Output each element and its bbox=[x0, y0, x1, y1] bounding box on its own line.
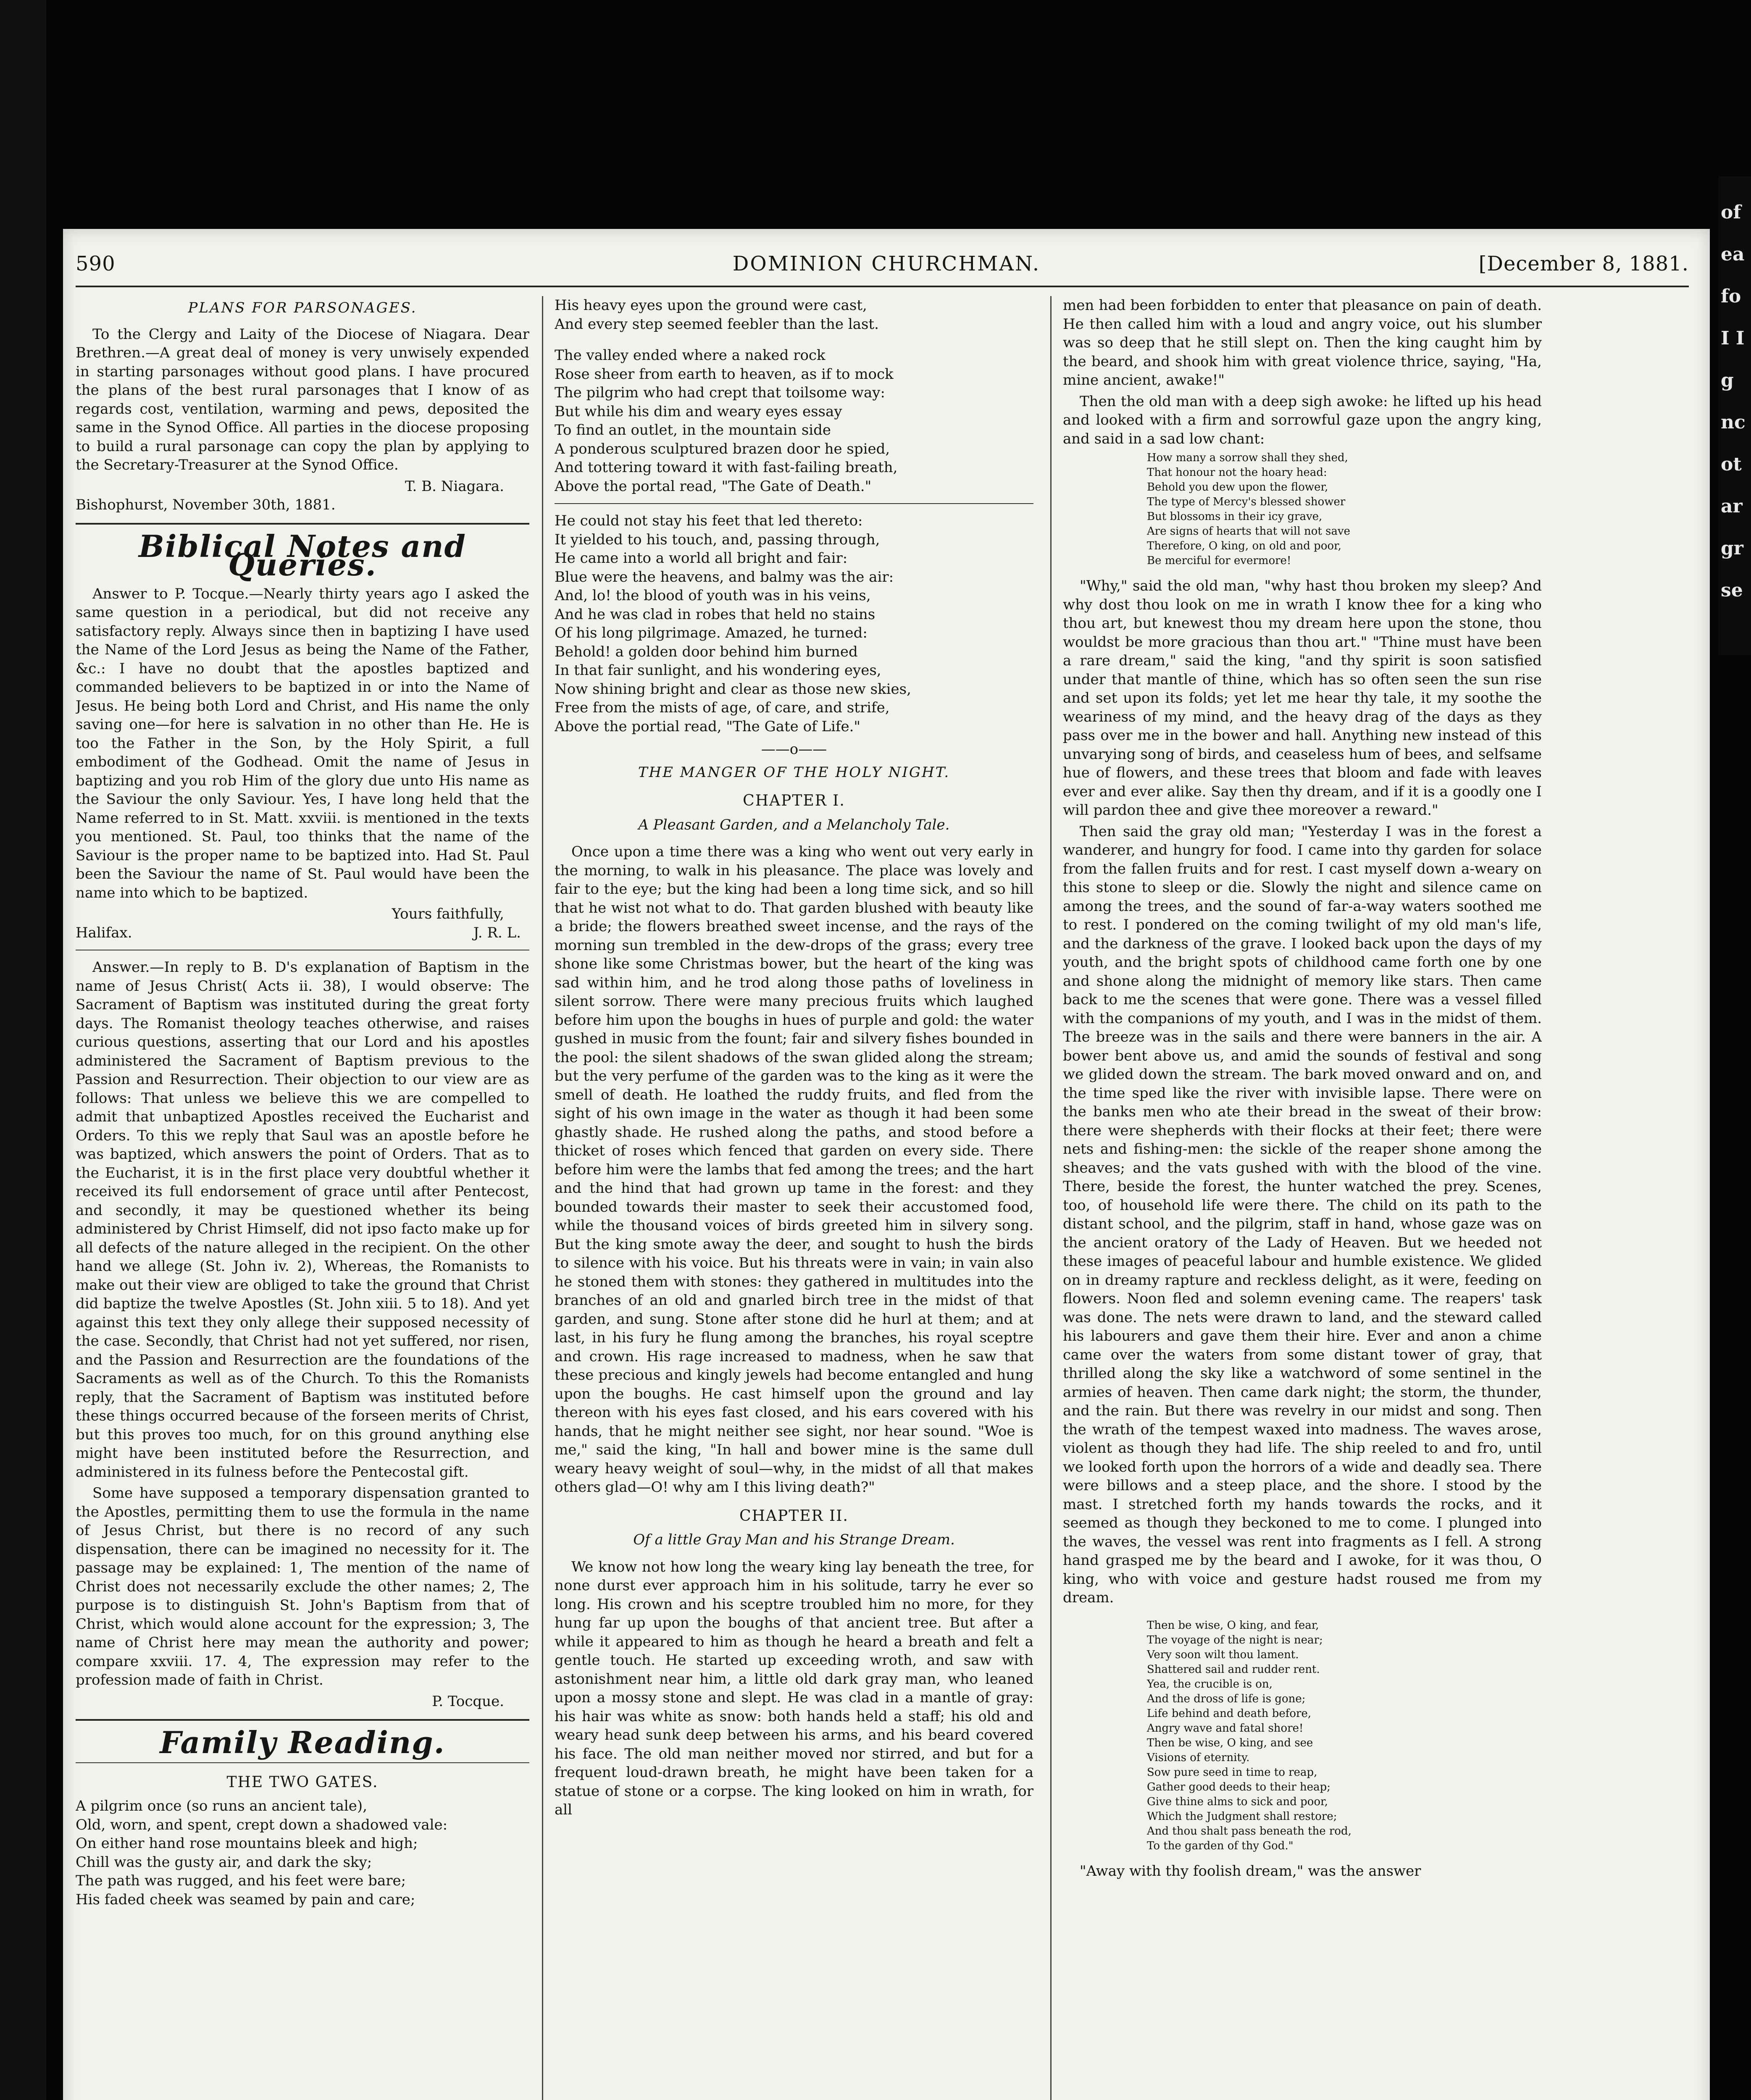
verse-line: The type of Mercy's blessed shower bbox=[1147, 496, 1346, 508]
chapter-1-subtitle: A Pleasant Garden, and a Melancholy Tale. bbox=[638, 816, 950, 833]
poem-line: And, lo! the blood of youth was in his veins, bbox=[555, 587, 871, 604]
poem-line: He could not stay his feet that led thereto: bbox=[555, 512, 863, 529]
verse-line: Gather good deeds to their heap; bbox=[1147, 1780, 1331, 1793]
margin-fragment-text: ar bbox=[1721, 496, 1743, 517]
margin-fragment-text: se bbox=[1721, 580, 1743, 601]
poem-line: Rose sheer from earth to heaven, as if to mock bbox=[555, 365, 894, 383]
newspaper-page bbox=[63, 229, 1710, 2100]
margin-fragment-text: fo bbox=[1721, 286, 1741, 307]
poem-line: It yielded to his touch, and, passing through, bbox=[555, 531, 880, 548]
poem-title: THE TWO GATES. bbox=[226, 1773, 379, 1791]
verse-line: And thou shalt pass beneath the rod, bbox=[1147, 1824, 1351, 1838]
verse-line: Which the Judgment shall restore; bbox=[1147, 1810, 1337, 1823]
verse-line: Therefore, O king, on old and poor, bbox=[1147, 540, 1341, 552]
poem-line: Above the portial read, "The Gate of Life." bbox=[555, 718, 861, 735]
margin-fragment-text: g bbox=[1721, 370, 1734, 391]
verse-line: To the garden of thy God." bbox=[1147, 1839, 1294, 1852]
verse-line: Give thine alms to sick and poor, bbox=[1147, 1795, 1328, 1808]
adjacent-page-fragment bbox=[1718, 176, 1751, 655]
poem-line: And tottering toward it with fast-failing breath, bbox=[555, 459, 898, 476]
margin-fragment-text: gr bbox=[1721, 538, 1743, 559]
answer1-place: Halifax. bbox=[76, 924, 132, 941]
two-gates-poem-stanza bbox=[555, 512, 1033, 736]
poem-line: He came into a world all bright and fair: bbox=[555, 550, 848, 567]
verse-line: Then be wise, O king, and fear, bbox=[1147, 1619, 1319, 1632]
answer-baptism: Answer.—In reply to B. D's explanation of Baptism in the name of Jesus Christ( Acts ii. 38), I would observe: The Sacrament of Baptism was instituted during the great forty days. The Romanist theology teaches otherwise, and raises curious questions, asserting that our Lord and his apostles administered the Sacrament of Baptism previous to the Passion and Resurrection. Their objection to our view are as follows: That unless we believe this we are compelled to admit that unbaptized Apostles received the Eucharist and Orders. To this we reply that Saul was an apostle before he was baptized, which answers the point of Orders. That as to the Eucharist, it is in the first place very doubtful whether it received its full endorsement of grace until after Pentecost, and secondly, it may be questioned whether its being administered by Christ Himself, did not ipso facto make up for all defects of the nature alleged in the recipient. On the other hand we allege (St. John iv. 2), Whereas, the Romanists to make out their view are obliged to take the ground that Christ did baptize the twelve Apostles (St. John xiii. 5 to 18). And yet against this text they only allege their supposed necessity of the case. Secondly, that Christ had not yet suffered, nor risen, and the Passion and Resurrection are the foundations of the Sacraments as well as of the Church. To this the Romanists reply, that the Sacrament of Baptism was instituted before these things occurred because of the forseen merits of Christ, but this proves too much, for on this ground anything else might have been instituted before the Resurrection, and administered in its fulness before the Pentecostal gift. bbox=[76, 959, 529, 1480]
story-title: THE MANGER OF THE HOLY NIGHT. bbox=[638, 764, 950, 781]
verse-line: Behold you dew upon the flower, bbox=[1147, 481, 1328, 494]
verse-line: Sow pure seed in time to reap, bbox=[1147, 1766, 1317, 1779]
poem-line: On either hand rose mountains bleek and high; bbox=[76, 1835, 418, 1852]
column-2 bbox=[555, 296, 1033, 2100]
verse-line: Are signs of hearts that will not save bbox=[1147, 525, 1351, 538]
issue-date: [December 8, 1881. bbox=[1478, 252, 1689, 276]
margin-fragment-text: ea bbox=[1721, 244, 1745, 265]
two-gates-poem-stanza bbox=[555, 296, 1033, 333]
verse-line: Very soon wilt thou lament. bbox=[1147, 1648, 1299, 1661]
chapter-2-text: We know not how long the weary king lay beneath the tree, for none durst ever approach him in his solitude, tarry he ever so long. His crown and his sceptre troubled him no more, for they hung far up upon the boughs of that ancient tree. But after a while it appeared to him as though he heard a breath and felt a gentle touch. He started up exceeding wroth, and saw with astonishment near him, a little old dark gray man, who leaned upon a mossy stone and slept. He was clad in a mantle of gray: his hair was white as snow: both hands held a staff; his old and weary head sunk deep between his arms, and his beard covered his face. The old man neither moved nor stirred, and but for a frequent loud-drawn breath, he might have been taken for a statue of stone or a corpse. The king looked on him in wrath, for all bbox=[555, 1558, 1033, 1818]
poem-line: The path was rugged, and his feet were bare; bbox=[76, 1872, 406, 1889]
parsonages-dateline: Bishophurst, November 30th, 1881. bbox=[76, 496, 336, 513]
page-header bbox=[67, 252, 1706, 281]
parsonages-heading: PLANS FOR PARSONAGES. bbox=[188, 299, 417, 316]
verse-line: Angry wave and fatal shore! bbox=[1147, 1722, 1304, 1735]
section-rule bbox=[76, 523, 529, 525]
poem-line: Old, worn, and spent, crept down a shadowed vale: bbox=[76, 1816, 448, 1833]
section-rule bbox=[76, 1719, 529, 1721]
old-man-chant bbox=[1063, 451, 1542, 568]
family-reading-heading: Family Reading. bbox=[160, 1725, 445, 1760]
old-man-dream: Then said the gray old man; "Yesterday I was in the forest a wanderer, and hungry for food. I came into thy garden for solace from the fallen fruits and for rest. I cast myself down a-weary on this stone to sleep or die. Slowly the night and silence came on among the trees, and the sound of far-a-way waters soothed me to rest. I pondered on the coming twilight of my old man's life, and the darkness of the grave. I looked back upon the days of my youth, and the bright spots of childhood came forth one by one and shone along the midnight of memory like stars. Then came back to me the scenes that were gone. There was a vessel filled with the companions of my youth, and I was in the midst of them. The breeze was in the sails and there were banners in the air. A bower bent above us, and amid the sounds of festival and song we glided down the stream. The bark moved onward and on, and the time sped like the river with invisible lapse. There were on the banks men who ate their bread in the sweat of their brow: there were shepherds with their flocks at their feet; there were nets and fishing-men: the sickle of the reaper shone among the sheaves; and the vats gushed with with the blood of the vine. There, beside the forest, the hunter watched the prey. Scenes, too, of household life were there. The child on its path to the distant school, and the pilgrim, staff in hand, whose gaze was on the ancient oratory of the Lady of Heaven. But we heeded not these images of peaceful labour and humble existence. We glided on in dreamy rapture and reckless delight, as it were, feeding on flowers. Noon fled and solemn evening came. The reapers' task was done. The nets were drawn to land, and the steward called his labourers and gave them their hire. Ever and anon a chime came over the waters from some distant tower of gray, that thrilled along the sky like a watchword of some sentinel in the armies of heaven. Then came dark night; the storm, the thunder, and the rain. But there was revelry in our midst and song. Then the wrath of the tempest waxed into madness. The waves arose, violent as though they had life. The ship reeled to and fro, until we looked forth upon the horrors of a wide and deadly sea. There were billows and a steep place, and the shore. I stood by the mast. I stretched forth my hands towards the rocks, and it seemed as though they beckoned to me to come. I plunged into the waves, the vessel was rent into fragments as I fell. A strong hand grasped me by the beard and I awoke, for it was thou, O king, who with voice and gesture hadst roused me from my dream. bbox=[1063, 823, 1542, 1606]
verse-line: The voyage of the night is near; bbox=[1147, 1633, 1323, 1646]
poem-line: Of his long pilgrimage. Amazed, he turned: bbox=[555, 625, 868, 641]
answer-baptism-continued: Some have supposed a temporary dispensation granted to the Apostles, permitting them to use the formula in the name of Jesus Christ, but there is no record of any such dispensation, there can be imagined no necessity for it. The passage may be explained: 1, The mention of the name of Christ does not necessarily exclude the other names; 2, The purpose is to distinguish St. John's Baptism from that of Christ, which would alone account for the expression; 3, The name of Christ here may mean the authority and power; compare xxviii. 17. 4, The expression may refer to the profession made of faith in Christ. bbox=[76, 1485, 529, 1688]
margin-fragment-text: ot bbox=[1721, 454, 1742, 475]
poem-line: Free from the mists of age, of care, and strife, bbox=[555, 699, 890, 716]
verse-line: Yea, the crucible is on, bbox=[1147, 1677, 1272, 1690]
poem-line: His faded cheek was seamed by pain and care; bbox=[76, 1891, 415, 1908]
story-paragraph: Then the old man with a deep sigh awoke: he lifted up his head and looked with a firm and sorrowful gaze upon the angry king, and said in a sad low chant: bbox=[1063, 393, 1542, 447]
divider bbox=[76, 1762, 529, 1763]
answer2-signature: P. Tocque. bbox=[432, 1693, 504, 1710]
poem-line: Above the portal read, "The Gate of Death." bbox=[555, 478, 872, 495]
answer1-closing: Yours faithfully, bbox=[392, 906, 504, 922]
poem-line: But while his dim and weary eyes essay bbox=[555, 403, 842, 420]
chapter-1-text: Once upon a time there was a king who went out very early in the morning, to walk in his pleasance. The place was lovely and fair to the eye; but the king had been a long time sick, and so hill that he wist not what to do. That garden blushed with beauty like a bride; the flowers breathed sweet incense, and the rays of the morning sun trembled in the dew-drops of the grass; every tree shone like some Christmas bower, but the heart of the king was sad within him, and he trod along those paths of loveliness in silent sorrow. There were many precious fruits which laughed before him upon the boughs in hues of purple and gold: the water gushed in music from the fount; fair and silvery fishes bounded in the pool: the silent shadows of the swan glided along the stream; but the very perfume of the garden was to the king as it were the smell of death. He loathed the ruddy fruits, and fled from the sight of his own image in the water as though it had been some ghastly shade. He rushed along the paths, and stood before a thicket of roses which fenced that garden on every side. There before him were the lambs that fed among the trees; and the hart and the hind that had grown up tame in the forest: and they bounded towards their master to seek their accustomed food, while the thousand voices of birds greeted him in silvery song. But the king smote away the deer, and sought to hush the birds to silence with his voice. But his threats were in vain; in vain also he stoned them with stones: they gathered in multitudes into the branches of an old and gnarled birch tree in the midst of that garden, and sung. Stone after stone did he hurl at them; and at last, in his fury he flung among the branches, his royal sceptre and crown. His rage increased to madness, when he saw that these precious and kingly jewels had become entangled and hung upon the boughs. He cast himself upon the ground and lay thereon with his eyes fast closed, and his ears covered with his hands, that he might neither see sight, nor hear sound. "Woe is me," said the king, "In hall and bower mine is the same dull weary heavy weight of soul—why, in the midst of all that makes others glad—O! why am I this living death?" bbox=[555, 843, 1033, 1496]
poem-line: A pilgrim once (so runs an ancient tale), bbox=[76, 1798, 367, 1814]
answer-to-tocque: Answer to P. Tocque.—Nearly thirty years ago I asked the same question in a periodical, but did not receive any satisfactory reply. Always since then in baptizing I have used the Name of the Lord Jesus as being the Name of the Father, &c.: I have no doubt that the apostles baptized and commanded believers to be baptized in or into the Name of Jesus. He being both Lord and Christ, and His name the only saving one—for here is salvation in no other than He. He is too the Father in the Son, by the Holy Spirit, a full embodiment of the Godhead. Omit the name of Jesus in baptizing and you rob Him of the glory due unto His name as the Saviour the only Saviour. Yes, I have long held that the Name referred to in St. Matt. xxviii. is mentioned in the texts you mentioned. St. Paul, too thinks that the name of the Saviour is the proper name to be baptized into. Had St. Paul been the Saviour the name of St. Paul would have been the name into which to be baptized. bbox=[76, 585, 529, 901]
poem-line: And he was clad in robes that held no stains bbox=[555, 606, 876, 623]
poem-line: Chill was the gusty air, and dark the sky; bbox=[76, 1853, 372, 1871]
column-1 bbox=[76, 296, 529, 2100]
poem-line: Blue were the heavens, and balmy was the air: bbox=[555, 568, 894, 585]
poem-line: Now shining bright and clear as those new skies, bbox=[555, 680, 911, 698]
poem-line: The valley ended where a naked rock bbox=[555, 347, 826, 364]
story-continuation: men had been forbidden to enter that pleasance on pain of death. He then called him with a loud and angry voice, out his slumber was so deep that he still slept on. Then the king caught him by the beard, and shook him with great violence thrice, saying, "Ha, mine ancient, awake!" bbox=[1063, 297, 1542, 388]
separator: ——o—— bbox=[761, 741, 827, 758]
parsonages-body: To the Clergy and Laity of the Diocese of Niagara. Dear Brethren.—A great deal of money is very unwisely expended in starting parsonages without good plans. I have procured the plans of the best rural parsonages that I know of as regards cost, ventilation, warming and pews, deposited the same in the Synod Office. All parties in the diocese proposing to build a rural parsonage can copy the plan by applying to the Secretary-Treasurer at the Synod Office. bbox=[76, 326, 529, 473]
answer1-signature-row bbox=[76, 924, 529, 942]
poem-line: A ponderous sculptured brazen door he spied, bbox=[555, 440, 890, 457]
verse-line: That honour not the hoary head: bbox=[1147, 466, 1327, 479]
two-gates-poem-stanza bbox=[555, 346, 1033, 496]
biblical-notes-heading: Biblical Notes and Queries. bbox=[138, 528, 466, 583]
dream-verse bbox=[1063, 1618, 1542, 1853]
poem-line: His heavy eyes upon the ground were cast, bbox=[555, 297, 867, 314]
poem-line: And every step seemed feebler than the last. bbox=[555, 315, 879, 333]
column-3 bbox=[1063, 296, 1542, 2100]
verse-line: But blossoms in their icy grave, bbox=[1147, 510, 1322, 523]
story-paragraph: "Away with thy foolish dream," was the answer bbox=[1080, 1862, 1421, 1880]
page-number: 590 bbox=[76, 252, 116, 276]
verse-line: Be merciful for evermore! bbox=[1147, 554, 1291, 567]
poem-line: Behold! a golden door behind him burned bbox=[555, 643, 858, 660]
verse-line: And the dross of life is gone; bbox=[1147, 1692, 1306, 1705]
poem-line: In that fair sunlight, and his wondering eyes, bbox=[555, 662, 881, 679]
verse-line: Visions of eternity. bbox=[1147, 1751, 1250, 1764]
column-rule bbox=[542, 296, 543, 2100]
chapter-1-heading: CHAPTER I. bbox=[743, 792, 845, 809]
divider bbox=[555, 503, 1033, 504]
scan-border-left bbox=[0, 0, 46, 2100]
margin-fragment-text: I I bbox=[1721, 328, 1745, 349]
verse-line: Shattered sail and rudder rent. bbox=[1147, 1663, 1320, 1676]
verse-line: Life behind and death before, bbox=[1147, 1707, 1312, 1720]
two-gates-poem bbox=[76, 1797, 529, 1909]
poem-line: To find an outlet, in the mountain side bbox=[555, 422, 831, 438]
parsonages-signature: T. B. Niagara. bbox=[405, 478, 504, 495]
verse-line: How many a sorrow shall they shed, bbox=[1147, 452, 1348, 464]
margin-fragment-text: of bbox=[1721, 202, 1741, 223]
chapter-2-heading: CHAPTER II. bbox=[739, 1507, 849, 1525]
header-rule bbox=[76, 286, 1689, 287]
verse-line: Then be wise, O king, and see bbox=[1147, 1736, 1313, 1749]
answer1-initials: J. R. L. bbox=[473, 924, 521, 941]
publication-title: DOMINION CHURCHMAN. bbox=[732, 252, 1041, 276]
chapter-2-subtitle: Of a little Gray Man and his Strange Dream. bbox=[633, 1531, 955, 1548]
poem-line: The pilgrim who had crept that toilsome way: bbox=[555, 384, 885, 401]
column-rule bbox=[1050, 296, 1052, 2100]
margin-fragment-text: nc bbox=[1721, 412, 1746, 433]
story-paragraph: "Why," said the old man, "why hast thou broken my sleep? And why dost thou look on me in wrath I know thee for a king who thou art, but knewest thou my dream here upon the stone, thou wouldst be more gracious than thou art." "Thine must have been a rare dream," said the king, "and thy spirit is soon satisfied under that mantle of thine, which has so often seen the sun rise and set upon its folds; yet let me hear thy tale, it my soothe the weariness of my mind, and the heavy drag of the days as they pass over me in the bower and hall. Anything new instead of this unvarying song of birds, and ceaseless hum of bees, and selfsame hue of flowers, and these trees that bloom and fade with leaves ever and ever alike. Say then thy dream, and if it is a goodly one I will pardon thee and give thee moreover a reward." bbox=[1063, 578, 1542, 819]
